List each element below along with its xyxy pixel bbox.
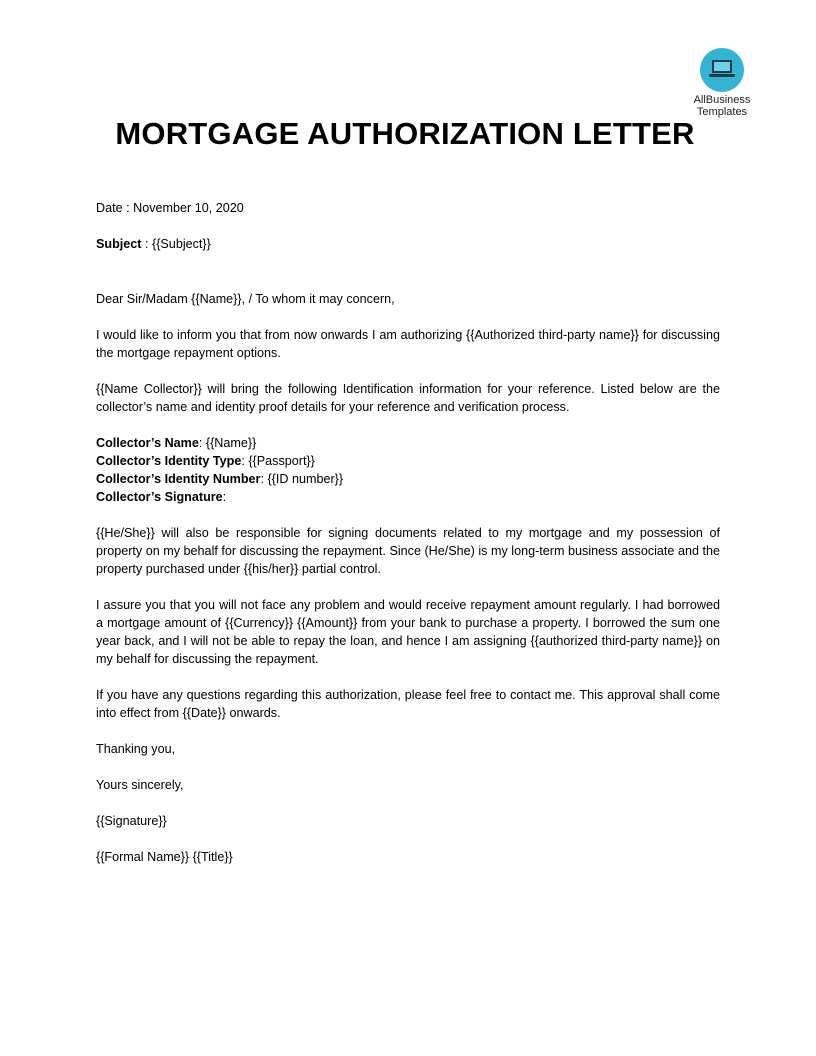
collector-signature-line: [96, 488, 720, 506]
letter-body: [96, 199, 720, 866]
closing-thanks: Thanking you,: [96, 742, 176, 756]
collector-signature-label: Collector’s Signature: [96, 490, 223, 504]
signature-placeholder: {{Signature}}: [96, 814, 167, 828]
collector-number-value: : {{ID number}}: [260, 472, 344, 486]
logo-text-line1: AllBusiness: [693, 94, 751, 106]
collector-type-line: [96, 452, 720, 470]
collector-number-line: [96, 470, 720, 488]
logo-text: [684, 94, 760, 118]
paragraph-3: {{He/She}} will also be responsible for signing documents related to my mortgage and my possession of property on my behalf for discussing the repayment. Since (He/She) is my long-term business associate and the property purchased under {{his/her}} partial control.: [96, 526, 720, 576]
paragraph-4: I assure you that you will not face any problem and would receive repayment amount regularly. I had borrowed a mortgage amount of {{Currency}} {{Amount}} from your bank to purchase a property. I borrowed the sum one year back, and I will not be able to repay the loan, and hence I am assigning {{authorized third-party name}} on my behalf for discussing the repayment.: [96, 598, 720, 666]
formal-name-title: {{Formal Name}} {{Title}}: [96, 850, 233, 864]
subject-label: Subject: [96, 237, 142, 251]
allbusiness-templates-logo: [684, 48, 760, 118]
salutation: Dear Sir/Madam {{Name}}, / To whom it may concern,: [96, 292, 395, 306]
logo-text-line2: Templates: [696, 106, 748, 118]
collector-name-value: : {{Name}}: [198, 436, 257, 450]
collector-name-label: Collector’s Name: [96, 436, 199, 450]
date-line: [96, 199, 720, 217]
document-title: MORTGAGE AUTHORIZATION LETTER: [115, 116, 695, 151]
closing-sincerely: Yours sincerely,: [96, 778, 184, 792]
subject-value: : {{Subject}}: [141, 237, 211, 251]
collector-type-label: Collector’s Identity Type: [96, 454, 242, 468]
laptop-icon: [700, 48, 744, 92]
date-label: Date :: [96, 201, 134, 215]
collector-signature-value: :: [222, 490, 227, 504]
collector-type-value: : {{Passport}}: [241, 454, 315, 468]
paragraph-1: I would like to inform you that from now onwards I am authorizing {{Authorized third-party name}} for discussing the mortgage repayment options.: [96, 328, 720, 360]
subject-line: [96, 235, 720, 253]
collector-details: [96, 434, 720, 506]
collector-name-line: [96, 434, 720, 452]
paragraph-2: {{Name Collector}} will bring the following Identification information for your reference. Listed below are the collector’s name and identity proof details for your reference and verification process.: [96, 382, 720, 414]
paragraph-5: If you have any questions regarding this authorization, please feel free to contact me. This approval shall come into effect from {{Date}} onwards.: [96, 688, 720, 720]
date-value: November 10, 2020: [133, 201, 244, 215]
collector-number-label: Collector’s Identity Number: [96, 472, 261, 486]
